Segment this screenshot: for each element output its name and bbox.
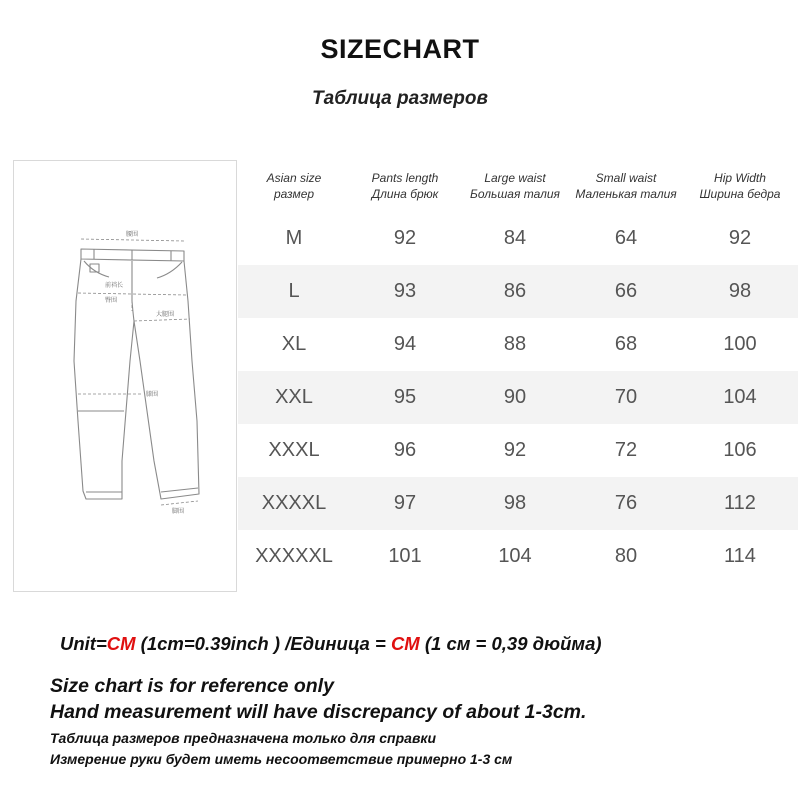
- note-reference-ru: Таблица размеров предназначена только для справки: [50, 730, 437, 746]
- table-row: [238, 212, 798, 265]
- cell-size: XXXXL: [238, 477, 350, 530]
- cell-hip: 98: [682, 265, 798, 318]
- label-hem: 脚围: [172, 508, 185, 515]
- cell-small-waist: 68: [570, 318, 682, 371]
- header-asian-size: Asian size размер: [266, 171, 322, 201]
- pants-diagram: [13, 160, 237, 592]
- unit-cm: CM: [106, 633, 136, 654]
- cell-large-waist: 84: [460, 212, 570, 265]
- header-pants-length: Pants length Длина брюк: [371, 171, 439, 201]
- cell-size: M: [238, 212, 350, 265]
- label-front-rise: 前裆长: [105, 282, 124, 289]
- cell-length: 95: [350, 371, 460, 424]
- cell-hip: 114: [682, 530, 798, 583]
- unit-suffix: (1 см = 0,39 дюйма): [419, 633, 602, 654]
- label-waist: 腰围: [126, 231, 139, 238]
- size-table: [238, 160, 798, 583]
- cell-hip: 100: [682, 318, 798, 371]
- cell-large-waist: 92: [460, 424, 570, 477]
- cell-small-waist: 66: [570, 265, 682, 318]
- cell-small-waist: 70: [570, 371, 682, 424]
- cell-length: 101: [350, 530, 460, 583]
- unit-line: [60, 633, 602, 655]
- table-row: [238, 265, 798, 318]
- cell-large-waist: 104: [460, 530, 570, 583]
- header-small-waist: Small waist Маленькая талия: [575, 171, 677, 201]
- cell-large-waist: 98: [460, 477, 570, 530]
- cell-length: 92: [350, 212, 460, 265]
- cell-hip: 104: [682, 371, 798, 424]
- cell-hip: 112: [682, 477, 798, 530]
- cell-length: 94: [350, 318, 460, 371]
- table-row: [238, 530, 798, 583]
- cell-size: L: [238, 265, 350, 318]
- page-title: SIZECHART: [320, 34, 480, 64]
- cell-length: 97: [350, 477, 460, 530]
- header-hip-width: Hip Width Ширина бедра: [699, 171, 781, 201]
- unit-cm-ru: CM: [390, 633, 420, 654]
- cell-size: XXXL: [238, 424, 350, 477]
- header-large-waist: Large waist Большая талия: [470, 171, 560, 201]
- cell-hip: 106: [682, 424, 798, 477]
- cell-length: 93: [350, 265, 460, 318]
- cell-hip: 92: [682, 212, 798, 265]
- cell-size: XL: [238, 318, 350, 371]
- note-reference-en: Size chart is for reference only: [50, 675, 334, 697]
- label-hip: 臀围: [105, 297, 118, 304]
- cell-small-waist: 80: [570, 530, 682, 583]
- table-row: [238, 477, 798, 530]
- cell-large-waist: 88: [460, 318, 570, 371]
- cell-large-waist: 86: [460, 265, 570, 318]
- table-row: [238, 371, 798, 424]
- table-row: [238, 318, 798, 371]
- note-discrepancy-ru: Измерение руки будет иметь несоответствие примерно 1-3 см: [50, 751, 513, 767]
- note-discrepancy-en: Hand measurement will have discrepancy of about 1-3cm.: [50, 701, 587, 723]
- unit-prefix: Unit=: [60, 633, 107, 654]
- cell-small-waist: 76: [570, 477, 682, 530]
- table-row: [238, 424, 798, 477]
- label-knee: 膝围: [146, 391, 159, 398]
- page-subtitle: Таблица размеров: [312, 88, 488, 109]
- table-header-row: [238, 160, 798, 212]
- unit-middle: (1cm=0.39inch ) /Единица =: [135, 633, 391, 654]
- cell-small-waist: 64: [570, 212, 682, 265]
- cell-large-waist: 90: [460, 371, 570, 424]
- cell-size: XXL: [238, 371, 350, 424]
- label-thigh: 大腿围: [156, 311, 175, 318]
- cell-small-waist: 72: [570, 424, 682, 477]
- pants-outline-icon: [14, 161, 236, 591]
- cell-length: 96: [350, 424, 460, 477]
- cell-size: XXXXXL: [238, 530, 350, 583]
